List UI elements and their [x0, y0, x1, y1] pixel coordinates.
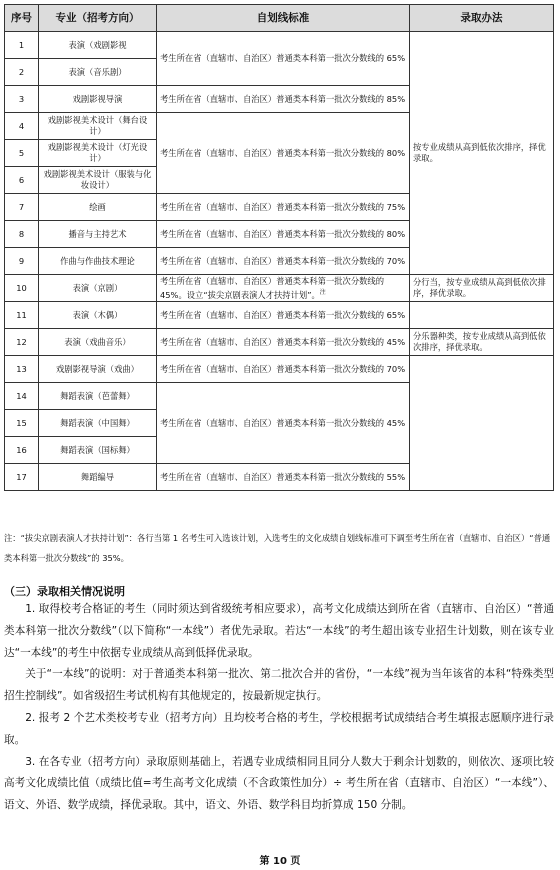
- row-major: 舞蹈编导: [39, 464, 157, 491]
- row-no: 16: [5, 437, 39, 464]
- row-major: 舞蹈表演（芭蕾舞）: [39, 383, 157, 410]
- cutoff-text: 考生所在省（直辖市、自治区）普通类本科第一批次分数线的 45%。设立“拔尖京剧表演人才扶持计划”。: [160, 275, 385, 300]
- note-marker: 注: [319, 288, 326, 296]
- paragraph: 2. 报考 2 个艺术类校考专业（招考方向）且均校考合格的考生，学校根据考试成绩结合考生填报志愿顺序进行录取。: [4, 711, 554, 746]
- admission-table: [4, 4, 554, 491]
- paragraph: 关于“一本线”的说明：对于普通类本科第一批次、第二批次合并的省份，“一本线”视为当年该省的本科“特殊类型招生控制线”。如省级招生考试机构有其他规定的，按最新规定执行。: [4, 668, 554, 703]
- row-major: 表演（音乐剧）: [39, 59, 157, 86]
- method-cell: 按专业成绩从高到低依次排序，择优录取。: [410, 32, 554, 275]
- section-title: （三）录取相关情况说明: [4, 585, 125, 598]
- row-no: 7: [5, 194, 39, 221]
- header-major: 专业（招考方向）: [39, 5, 157, 32]
- row-no: 6: [5, 167, 39, 194]
- cutoff-cell: 考生所在省（直辖市、自治区）普通类本科第一批次分数线的 70%: [157, 248, 410, 275]
- table-row: [5, 275, 554, 302]
- cutoff-cell: 考生所在省（直辖市、自治区）普通类本科第一批次分数线的 55%: [157, 464, 410, 491]
- row-no: 4: [5, 113, 39, 140]
- row-no: 5: [5, 140, 39, 167]
- row-major: 戏剧影视美术设计（服装与化妆设计）: [39, 167, 157, 194]
- row-no: 15: [5, 410, 39, 437]
- cutoff-cell: 考生所在省（直辖市、自治区）普通类本科第一批次分数线的 70%: [157, 356, 410, 383]
- header-cutoff: 自划线标准: [157, 5, 410, 32]
- row-major: 作曲与作曲技术理论: [39, 248, 157, 275]
- cutoff-cell: 考生所在省（直辖市、自治区）普通类本科第一批次分数线的 45%: [157, 383, 410, 464]
- row-no: 13: [5, 356, 39, 383]
- row-major: 播音与主持艺术: [39, 221, 157, 248]
- table-header-row: [5, 5, 554, 32]
- table-row: [5, 356, 554, 383]
- row-major: 舞蹈表演（中国舞）: [39, 410, 157, 437]
- row-major: 表演（戏曲音乐）: [39, 329, 157, 356]
- method-cell: 分乐器种类，按专业成绩从高到低依次排序，择优录取。: [410, 329, 554, 356]
- header-method: 录取办法: [410, 5, 554, 32]
- row-no: 9: [5, 248, 39, 275]
- method-cell: [410, 302, 554, 329]
- table-row: [5, 32, 554, 59]
- cutoff-cell: 考生所在省（直辖市、自治区）普通类本科第一批次分数线的 65%: [157, 32, 410, 86]
- row-no: 12: [5, 329, 39, 356]
- row-major: 戏剧影视美术设计（灯光设计）: [39, 140, 157, 167]
- row-major: 表演（木偶）: [39, 302, 157, 329]
- paragraph: 1. 取得校考合格证的考生（同时须达到省级统考相应要求），高考文化成绩达到所在省（直辖市、自治区）“普通类本科第一批次分数线”（以下简称“一本线”）者优先录取。若达“一本线”的考生超出该专业招生计划数，则在该专业达“一本线”的考生中依据专业成绩从高到低择优录取。: [4, 603, 554, 659]
- table-row: [5, 329, 554, 356]
- row-major: 绘画: [39, 194, 157, 221]
- row-no: 8: [5, 221, 39, 248]
- row-major: 戏剧影视美术设计（舞台设计）: [39, 113, 157, 140]
- row-no: 2: [5, 59, 39, 86]
- cutoff-cell: 考生所在省（直辖市、自治区）普通类本科第一批次分数线的 65%: [157, 302, 410, 329]
- row-major: 表演（京剧）: [39, 275, 157, 302]
- cutoff-cell: 考生所在省（直辖市、自治区）普通类本科第一批次分数线的 80%: [157, 113, 410, 194]
- body-paragraphs: [4, 599, 554, 817]
- row-major: 戏剧影视导演: [39, 86, 157, 113]
- row-major: 戏剧影视导演（戏曲）: [39, 356, 157, 383]
- row-no: 10: [5, 275, 39, 302]
- cutoff-cell: [157, 275, 410, 302]
- cutoff-cell: 考生所在省（直辖市、自治区）普通类本科第一批次分数线的 80%: [157, 221, 410, 248]
- cutoff-cell: 考生所在省（直辖市、自治区）普通类本科第一批次分数线的 85%: [157, 86, 410, 113]
- cutoff-cell: 考生所在省（直辖市、自治区）普通类本科第一批次分数线的 75%: [157, 194, 410, 221]
- method-cell: 分行当，按专业成绩从高到低依次排序，择优录取。: [410, 275, 554, 302]
- header-seq: 序号: [5, 5, 39, 32]
- paragraph: 3. 在各专业（招考方向）录取原则基础上，若遇专业成绩相同且同分人数大于剩余计划数的，则依次、逐项比较高考文化成绩比值（成绩比值=考生高考文化成绩（不含政策性加分）÷ 考生所在省（直辖市、自治区）“一本线”）、语文、外语、数学成绩，择优录取。其中，语文、外语、数学科目均折算成 150 分制。: [4, 755, 554, 812]
- page-number: 第 10 页: [259, 856, 301, 867]
- table-row: [5, 302, 554, 329]
- row-no: 11: [5, 302, 39, 329]
- row-major: 表演（戏剧影视: [39, 32, 157, 59]
- row-no: 14: [5, 383, 39, 410]
- row-major: 舞蹈表演（国标舞）: [39, 437, 157, 464]
- row-no: 17: [5, 464, 39, 491]
- cutoff-cell: 考生所在省（直辖市、自治区）普通类本科第一批次分数线的 45%: [157, 329, 410, 356]
- row-no: 3: [5, 86, 39, 113]
- method-cell: [410, 356, 554, 491]
- row-no: 1: [5, 32, 39, 59]
- table-note: 注：“拔尖京剧表演人才扶持计划”：各行当第 1 名考生可入选该计划，入选考生的文化成绩自划线标准可下调至考生所在省（直辖市、自治区）“普通类本科第一批次分数线”的 35%。: [4, 533, 551, 563]
